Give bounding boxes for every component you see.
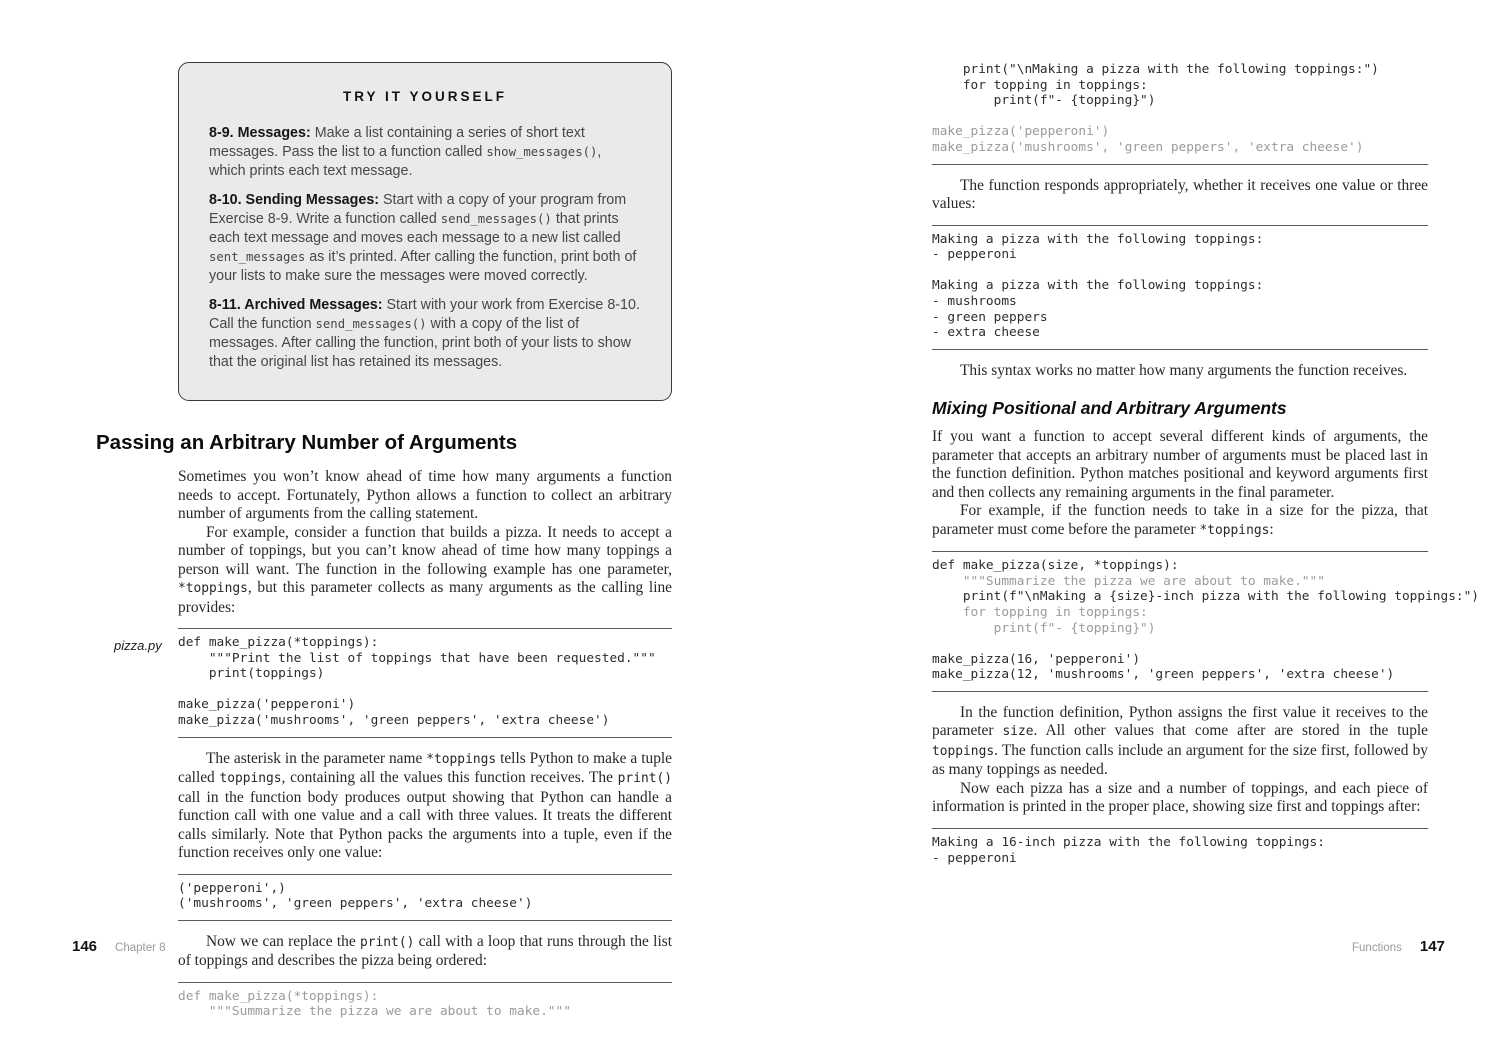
text-segment: Now we can replace the — [206, 932, 361, 950]
paragraph — [932, 704, 1428, 780]
code-line: def make_pizza(*toppings): — [178, 988, 379, 1004]
try-it-yourself-title: TRY IT YOURSELF — [342, 89, 507, 104]
inline-code: send_messages() — [440, 212, 552, 226]
text-segment: call with a loop that runs through the list of toppings and describes the pizza being ordered: — [178, 932, 672, 970]
output-block — [932, 225, 1428, 350]
running-head-right: Functions — [1352, 942, 1402, 954]
exercise-item — [209, 296, 641, 372]
right-page-content — [932, 56, 1480, 874]
text-segment: call in the function body produces output showing that Python can handle a function call with one value and a call with three values. It treats the different calls similarly. Note that Python packs the arguments into a tuple, even if the function receives only one value: — [178, 788, 672, 862]
code-block — [178, 982, 672, 1028]
inline-code: show_messages() — [486, 145, 598, 159]
exercise-item — [209, 124, 641, 181]
code-line — [932, 109, 1428, 125]
page-right — [932, 0, 1480, 886]
code-line: make_pizza(16, 'pepperoni') — [932, 651, 1141, 667]
output-line: Making a 16-inch pizza with the following toppings: — [932, 834, 1325, 850]
output-line: - green peppers — [932, 309, 1048, 325]
code-filename-label: pizza.py — [114, 638, 162, 653]
text-segment: 8-9. Messages: — [209, 125, 315, 141]
code-line: def make_pizza(*toppings): — [178, 635, 379, 650]
output-block — [178, 874, 672, 921]
text-segment: as it’s printed. After calling the function, print both of your lists to make sure the messages were moved correctly. — [209, 249, 637, 284]
code-line: for topping in toppings: — [932, 605, 1148, 620]
left-page-footer — [72, 938, 166, 956]
output-line — [932, 263, 1428, 279]
output-line: Making a pizza with the following toppings: — [932, 231, 1264, 247]
output-line: ('mushrooms', 'green peppers', 'extra cheese') — [178, 896, 533, 912]
code-line: """Summarize the pizza we are about to make.""" — [178, 1004, 571, 1020]
code-line: def make_pizza(size, *toppings): — [932, 558, 1179, 574]
text-segment: : — [1269, 520, 1274, 538]
inline-code: print() — [360, 934, 415, 950]
code-line: for topping in toppings: — [932, 77, 1148, 93]
right-page-footer — [1352, 938, 1445, 956]
text-segment: This syntax works no matter how many arguments the function receives. — [960, 361, 1408, 379]
paragraph — [178, 750, 672, 863]
output-line: - pepperoni — [932, 247, 1017, 263]
page-number-left: 146 — [72, 938, 98, 955]
code-line — [178, 682, 672, 698]
paragraph — [932, 362, 1428, 381]
code-line: """Print the list of toppings that have been requested.""" — [178, 650, 656, 666]
paragraph — [178, 468, 672, 524]
inline-code: send_messages() — [315, 317, 427, 331]
page-number-right: 147 — [1419, 938, 1445, 955]
text-segment: , containing all the values this function receives. The — [281, 769, 618, 787]
section-heading: Passing an Arbitrary Number of Arguments — [96, 431, 518, 454]
subsection-heading: Mixing Positional and Arbitrary Arguments — [932, 398, 1287, 419]
output-line: - pepperoni — [932, 850, 1017, 866]
code-line: make_pizza('mushrooms', 'green peppers', 'extra cheese') — [178, 712, 610, 728]
inline-code: sent_messages — [209, 250, 306, 264]
code-line: print(f"\nMaking a {size}-inch pizza with the following toppings:") — [932, 589, 1480, 605]
text-segment: . The function calls include an argument for the size first, followed by as many toppings as needed. — [932, 741, 1428, 779]
code-line: print(toppings) — [178, 666, 325, 682]
text-segment: Now each pizza has a size and a number of toppings, and each piece of information is printed in the proper place, showing size first and toppings after: — [932, 779, 1428, 816]
inline-code: toppings — [219, 771, 282, 787]
code-line: print(f"- {topping}") — [932, 620, 1156, 636]
output-block — [932, 828, 1428, 874]
code-block — [932, 551, 1480, 692]
text-segment: , which prints each text message. — [209, 144, 602, 179]
inline-code: *toppings — [426, 751, 497, 767]
output-line: ('pepperoni',) — [178, 880, 286, 896]
running-head-left: Chapter 8 — [115, 942, 166, 954]
inline-code: *toppings — [1199, 522, 1270, 538]
code-line: make_pizza('mushrooms', 'green peppers', 'extra cheese') — [932, 139, 1364, 155]
code-line: print("\nMaking a pizza with the following toppings:") — [932, 62, 1379, 77]
code-line — [932, 636, 1428, 652]
inline-code: toppings — [932, 743, 995, 759]
output-line: - mushrooms — [932, 293, 1017, 309]
text-segment: 8-11. Archived Messages: — [209, 297, 387, 313]
text-segment: . All other values that come after are stored in the tuple — [1033, 722, 1428, 740]
inline-code: *toppings — [178, 581, 248, 596]
text-segment: If you want a function to accept several different kinds of arguments, the parameter that accepts an arbitrary number of arguments must be placed last in the function definition. Python matches positional and keyword arguments first and then collects any remaining arguments in the final parameter. — [932, 428, 1428, 501]
code-block — [932, 56, 1428, 165]
paragraph — [932, 177, 1428, 214]
inline-code: size — [1002, 724, 1034, 740]
paragraph — [178, 524, 672, 618]
code-line: make_pizza('pepperoni') — [932, 124, 1110, 140]
text-segment: Start with your work from Exercise 8-10. Call the function — [209, 297, 640, 332]
text-segment: , but this parameter collects as many arguments as the calling line provides: — [178, 579, 672, 616]
text-segment: Start with a copy of your program from Exercise 8-9. Write a function called — [209, 192, 627, 227]
text-segment: that prints each text message and moves each message to a new list called — [209, 211, 621, 246]
text-segment: In the function definition, Python assigns the first value it receives to the parameter — [932, 703, 1428, 740]
text-segment: 8-10. Sending Messages: — [209, 192, 384, 208]
code-block — [114, 628, 672, 738]
text-segment: tells Python to make a tuple called — [178, 749, 672, 787]
text-segment: The function responds appropriately, whether it receives one value or three values: — [932, 176, 1428, 213]
text-segment: with a copy of the list of messages. After calling the function, print both of your lists to show that the original list has retained its messages. — [209, 316, 631, 370]
paragraph — [178, 933, 672, 971]
text-segment: For example, if the function needs to take in a size for the pizza, that parameter must come before the parameter — [932, 502, 1428, 538]
text-segment: For example, consider a function that builds a pizza. It needs to accept a number of toppings, but you can’t know ahead of time how many toppings a person will want. The function in the following example has one parameter, — [178, 523, 672, 578]
code-line: make_pizza(12, 'mushrooms', 'green peppers', 'extra cheese') — [932, 667, 1395, 683]
paragraph — [932, 502, 1428, 540]
text-segment: The asterisk in the parameter name — [206, 749, 427, 767]
output-line: - extra cheese — [932, 325, 1040, 341]
paragraph — [932, 428, 1428, 502]
code-line: """Summarize the pizza we are about to make.""" — [932, 573, 1325, 589]
inline-code: print() — [617, 771, 672, 787]
paragraph — [932, 780, 1428, 817]
text-segment: Sometimes you won’t know ahead of time how many arguments a function needs to accept. Fortunately, Python allows a function to collect an arbitrary number of arguments from the calling statement. — [178, 468, 672, 522]
code-line: print(f"- {topping}") — [932, 93, 1156, 109]
output-line: Making a pizza with the following toppings: — [932, 278, 1264, 294]
try-it-yourself-exercises — [209, 124, 641, 372]
exercise-item — [209, 191, 641, 286]
text-segment: Make a list containing a series of short text messages. Pass the list to a function called — [209, 125, 585, 160]
code-line: make_pizza('pepperoni') — [178, 697, 356, 713]
try-it-yourself-box — [178, 62, 672, 401]
page-left — [96, 0, 673, 1040]
